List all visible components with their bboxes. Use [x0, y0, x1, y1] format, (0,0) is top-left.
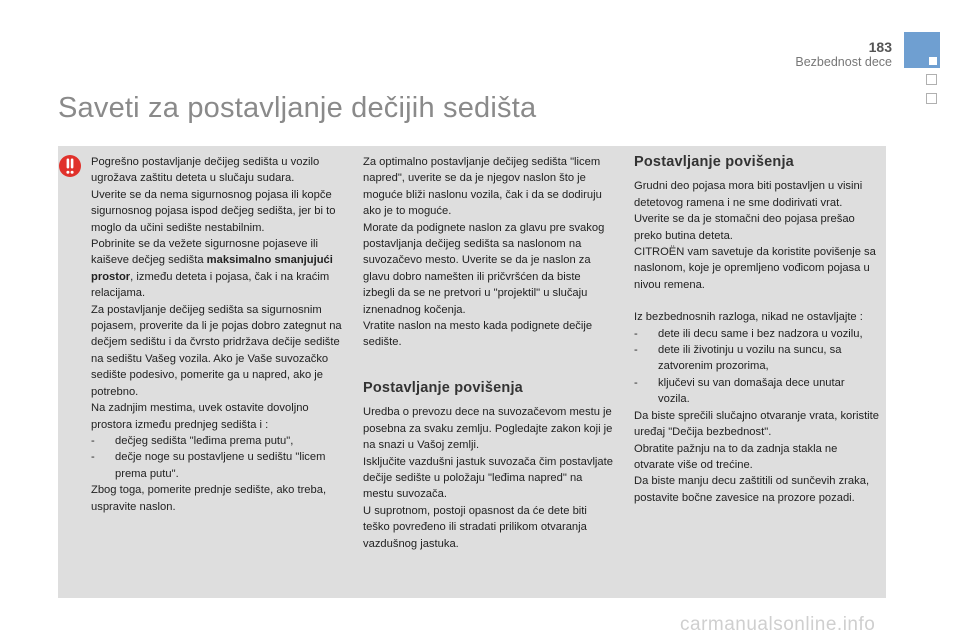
- col1-p3-post: , između deteta i pojasa, čak i na kraćim relacijama.: [91, 270, 330, 300]
- list-item: [634, 342, 879, 375]
- col2-paragraph-6: U suprotnom, postoji opasnost da će dete biti teško povređeno ili stradati prilikom otvaranja vazdušnog jastuka.: [363, 504, 587, 550]
- col3-paragraph-4: Iz bezbednosnih razloga, nikad ne ostavljajte :: [634, 311, 863, 324]
- col2-paragraph-1: Za optimalno postavljanje dečijeg sedišta "licem napred", uverite se da je njegov naslon što je moguće bliži naslonu vozila, čak i da se dodiruju ako je to moguće.: [363, 156, 602, 218]
- col3-paragraph-2: Uverite se da je stomačni deo pojasa prešao preko butina deteta.: [634, 213, 855, 242]
- content-panel: [58, 146, 886, 598]
- col3-paragraph-1: Grudni deo pojasa mora biti postavljen u visini detetovog ramena i ne sme dodirivati vrat.: [634, 180, 863, 209]
- bullet-text: dete ili životinju u vozilu na suncu, sa zatvorenim prozorima,: [658, 344, 842, 373]
- warning-exclamation-icon: [58, 154, 82, 178]
- bullet-dash: -: [91, 434, 95, 447]
- section-label: Bezbednost dece: [795, 55, 892, 69]
- bullet-dash: -: [634, 344, 638, 357]
- bullet-text: dete ili decu same i bez nadzora u vozilu,: [658, 327, 863, 340]
- nav-square-2: [926, 93, 937, 104]
- bullet-dash: -: [634, 327, 638, 340]
- chapter-tab-square: [904, 32, 940, 68]
- bullet-text: ključevi su van domašaja dece unutar vozila.: [658, 376, 845, 406]
- column-warnings: [91, 154, 346, 515]
- bullet-dash: -: [634, 376, 638, 389]
- list-item: [91, 449, 346, 482]
- col1-p3-pre: Pobrinite se da vežete sigurnosne pojaseve ili kaiševe dečjeg sedišta: [91, 238, 318, 267]
- nav-square-1: [926, 74, 937, 85]
- col3-heading: Postavljanje povišenja: [634, 154, 794, 170]
- list-item: [634, 375, 879, 408]
- list-item: [634, 326, 879, 342]
- col2-paragraph-4: Uredba o prevozu dece na suvozačevom mestu je posebna za svaku zemlju. Pogledajte zakon koji je na snazi u Vašoj zemlji.: [363, 406, 613, 452]
- col3-paragraph-6: Obratite pažnju na to da zadnja stakla ne otvarate više od trećine.: [634, 442, 838, 471]
- spacer: [634, 293, 879, 309]
- col1-paragraph-2: Uverite se da nema sigurnosnog pojasa ili kopče sigurnosnog pojasa ispod dečjeg sedišta, jer bi to moglo da učini sedište nestabilnim.: [91, 188, 336, 234]
- col1-paragraph-6: Zbog toga, pomerite prednje sedište, ako treba, uspravite naslon.: [91, 484, 327, 513]
- bullet-text: dečjeg sedišta "leđima prema putu",: [115, 434, 294, 447]
- column-headrest: [363, 154, 613, 552]
- tab-dot: [929, 57, 937, 65]
- col3-paragraph-7: Da biste manju decu zaštitili od sunčevih zraka, postavite bočne zavesice na prozore pozadi.: [634, 475, 870, 504]
- col2-paragraph-3: Vratite naslon na mesto kada podignete dečije sedište.: [363, 320, 593, 349]
- col2-paragraph-2: Morate da podignete naslon za glavu pre svakog postavljanja dečijeg sedišta sa naslonom na suvozačevo mesto. Uverite se da je naslon za glavu dobro namešten ili pričvršćen da biste izbegli da se ne pretvori u "projektil" u slučaju iznenadnog kočenja.: [363, 221, 605, 316]
- col2-paragraph-5: Isključite vazdušni jastuk suvozača čim postavljate dečije sedište u položaju "leđima napred" na mestu suvozača.: [363, 455, 613, 501]
- page-number: 183: [868, 39, 892, 55]
- bullet-dash: -: [91, 451, 95, 464]
- page-title: Saveti za postavljanje dečijih sedišta: [58, 92, 537, 124]
- watermark: carmanualsonline.info: [680, 614, 876, 635]
- column-booster: [634, 154, 879, 506]
- col1-paragraph-3: [91, 236, 346, 302]
- col1-paragraph-4: Za postavljanje dečijeg sedišta sa sigurnosnim pojasem, proverite da li je pojas dobro zategnut na dečjem sedištu i da čvrsto pridržava dečije sedište na sedištu Vašeg vozila. Ako je Vaše suvozačko sedište podesivo, pomerite ga u napred, ako je potrebno.: [91, 303, 342, 398]
- list-item: [91, 433, 346, 449]
- col1-paragraph-1: Pogrešno postavljanje dečijeg sedišta u vozilo ugrožava zaštitu deteta u slučaju sudara.: [91, 156, 320, 185]
- col1-p3-bold: maksimalno smanjujući prostor: [91, 254, 333, 283]
- col1-paragraph-5: Na zadnjim mestima, uvek ostavite dovoljno prostora između prednjeg sedišta i :: [91, 402, 309, 431]
- col3-paragraph-5: Da biste sprečili slučajno otvaranje vrata, koristite uređaj "Dečija bezbednost".: [634, 409, 879, 439]
- col3-paragraph-3: CITROËN vam savetuje da koristite povišenje sa naslonom, koje je opremljeno vođicom pojasa u nivou remena.: [634, 246, 876, 291]
- bullet-text: dečje noge su postavljene u sedištu "licem prema putu".: [115, 451, 326, 480]
- col2-heading: Postavljanje povišenja: [363, 379, 523, 396]
